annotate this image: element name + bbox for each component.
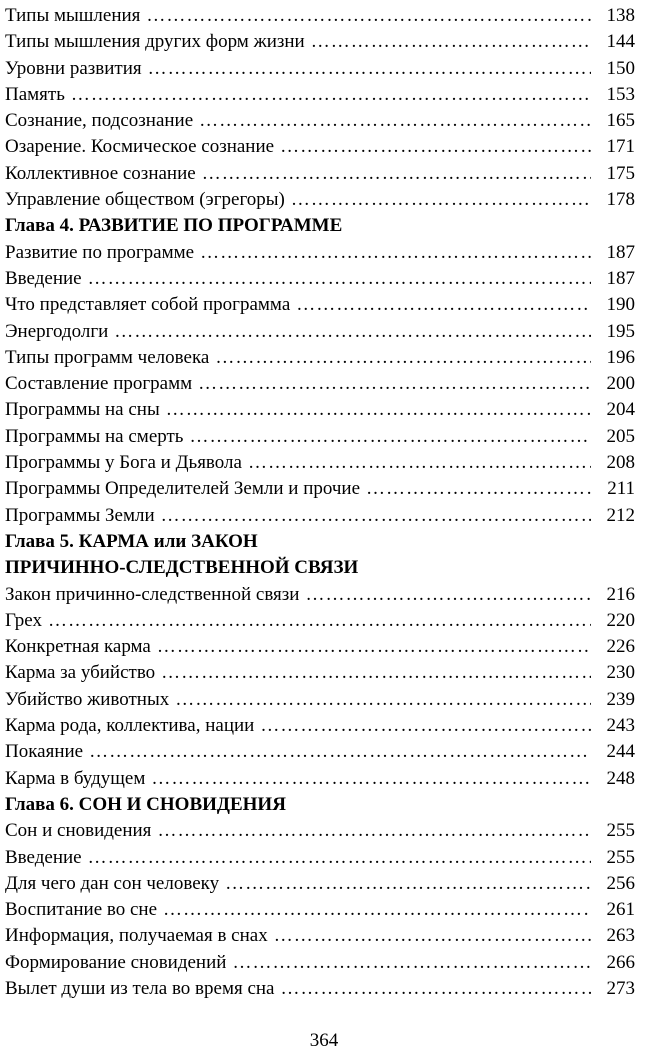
entry-page-number: 200 — [606, 373, 635, 395]
toc-entry — [5, 950, 635, 976]
toc-entry — [5, 397, 635, 423]
toc-entry — [5, 292, 635, 318]
dot-leader — [160, 397, 591, 423]
entry-page-number: 226 — [606, 636, 635, 658]
toc-entry — [5, 634, 635, 660]
entry-title: Программы Определителей Земли и прочие — [5, 478, 361, 500]
entry-title: Введение — [5, 267, 82, 289]
entry-title: Для чего дан сон человеку — [5, 872, 220, 894]
entry-title: Вылет души из тела во время сна — [5, 977, 275, 999]
dot-leader — [157, 897, 591, 923]
entry-title: Составление программ — [5, 373, 193, 395]
entry-title: Введение — [5, 846, 82, 868]
entry-title: Типы программ человека — [5, 346, 210, 368]
entry-page-number: 190 — [606, 294, 635, 316]
entry-title: Что представляет собой программа — [5, 294, 291, 316]
entry-page-number: 261 — [606, 899, 635, 921]
toc-entry — [5, 345, 635, 371]
toc-entry — [5, 976, 635, 1002]
entry-page-number: 196 — [606, 346, 635, 368]
dot-leader — [142, 56, 591, 82]
entry-title: Озарение. Космическое сознание — [5, 136, 275, 158]
entry-page-number: 216 — [606, 583, 635, 605]
entry-title: Воспитание во сне — [5, 899, 158, 921]
chapter-heading: Глава 5. КАРМА или ЗАКОН — [5, 530, 258, 552]
dot-leader — [140, 3, 591, 29]
entry-page-number: 255 — [606, 846, 635, 868]
dot-leader — [82, 266, 591, 292]
toc-entry — [5, 923, 635, 949]
table-of-contents — [5, 3, 635, 1002]
dot-leader — [254, 713, 591, 739]
entry-title: Карма за убийство — [5, 662, 156, 684]
entry-page-number: 205 — [606, 425, 635, 447]
entry-title: Грех — [5, 609, 42, 631]
dot-leader — [151, 818, 591, 844]
dot-leader — [209, 345, 591, 371]
entry-title: Уровни развития — [5, 57, 142, 79]
entry-title: Информация, получаемая в снах — [5, 925, 268, 947]
entry-title: Программы на смерть — [5, 425, 184, 447]
dot-leader — [183, 424, 591, 450]
dot-leader — [193, 108, 591, 134]
entry-page-number: 255 — [606, 820, 635, 842]
dot-leader — [285, 187, 591, 213]
toc-entry — [5, 660, 635, 686]
dot-leader — [268, 923, 591, 949]
dot-leader — [274, 134, 591, 160]
dot-leader — [360, 476, 591, 502]
entry-page-number: 248 — [606, 767, 635, 789]
entry-page-number: 187 — [606, 241, 635, 263]
toc-entry — [5, 108, 635, 134]
toc-entry — [5, 608, 635, 634]
page-number: 364 — [309, 1030, 339, 1051]
entry-page-number: 195 — [606, 320, 635, 342]
entry-page-number: 187 — [606, 267, 635, 289]
entry-page-number: 212 — [606, 504, 635, 526]
dot-leader — [83, 739, 591, 765]
dot-leader — [82, 845, 591, 871]
toc-entry — [5, 713, 635, 739]
dot-leader — [299, 582, 591, 608]
toc-entry — [5, 82, 635, 108]
entry-title: Управление обществом (эгрегоры) — [5, 189, 285, 211]
toc-entry — [5, 476, 635, 502]
dot-leader — [145, 766, 591, 792]
toc-entry — [5, 871, 635, 897]
dot-leader — [192, 371, 591, 397]
entry-page-number: 178 — [606, 189, 635, 211]
toc-entry — [5, 739, 635, 765]
dot-leader — [65, 82, 591, 108]
toc-entry — [5, 161, 635, 187]
entry-page-number: 175 — [606, 162, 635, 184]
entry-page-number: 144 — [606, 31, 635, 53]
toc-entry — [5, 450, 635, 476]
entry-title: Развитие по программе — [5, 241, 195, 263]
entry-title: Конкретная карма — [5, 636, 151, 658]
entry-title: Убийство животных — [5, 688, 170, 710]
entry-page-number: 208 — [606, 452, 635, 474]
dot-leader — [196, 161, 591, 187]
entry-page-number: 244 — [606, 741, 635, 763]
dot-leader — [242, 450, 591, 476]
entry-title: Коллективное сознание — [5, 162, 196, 184]
toc-entry — [5, 582, 635, 608]
entry-title: Программы у Бога и Дьявола — [5, 452, 242, 474]
entry-page-number: 263 — [606, 925, 635, 947]
dot-leader — [290, 292, 591, 318]
entry-page-number: 243 — [606, 715, 635, 737]
toc-entry — [5, 3, 635, 29]
entry-title: Сознание, подсознание — [5, 110, 194, 132]
toc-entry — [5, 818, 635, 844]
dot-leader — [108, 319, 591, 345]
entry-title: Типы мышления других форм жизни — [5, 31, 305, 53]
dot-leader — [169, 687, 591, 713]
entry-title: Программы на сны — [5, 399, 160, 421]
entry-title: Энергодолги — [5, 320, 109, 342]
entry-page-number: 153 — [606, 83, 635, 105]
entry-page-number: 266 — [606, 951, 635, 973]
entry-page-number: 220 — [606, 609, 635, 631]
entry-title: Память — [5, 83, 65, 105]
entry-page-number: 273 — [606, 977, 635, 999]
entry-page-number: 230 — [606, 662, 635, 684]
entry-page-number: 165 — [606, 110, 635, 132]
dot-leader — [155, 503, 591, 529]
entry-title: Карма рода, коллектива, нации — [5, 715, 255, 737]
toc-entry — [5, 503, 635, 529]
entry-title: Карма в будущем — [5, 767, 146, 789]
toc-entry — [5, 424, 635, 450]
toc-entry — [5, 897, 635, 923]
dot-leader — [226, 950, 591, 976]
toc-entry — [5, 29, 635, 55]
entry-title: Формирование сновидений — [5, 951, 227, 973]
chapter-heading: Глава 4. РАЗВИТИЕ ПО ПРОГРАММЕ — [5, 215, 343, 237]
chapter-heading: Глава 6. СОН И СНОВИДЕНИЯ — [5, 793, 286, 815]
entry-title: Типы мышления — [5, 5, 141, 26]
entry-page-number: 171 — [606, 136, 635, 158]
toc-entry — [5, 687, 635, 713]
toc-entry — [5, 56, 635, 82]
entry-title: Сон и сновидения — [5, 820, 152, 842]
chapter-heading: ПРИЧИННО-СЛЕДСТВЕННОЙ СВЯЗИ — [5, 557, 359, 579]
entry-page-number: 256 — [606, 872, 635, 894]
entry-page-number: 138 — [606, 5, 635, 26]
toc-entry — [5, 319, 635, 345]
toc-entry — [5, 371, 635, 397]
dot-leader — [151, 634, 591, 660]
entry-title: Закон причинно-следственной связи — [5, 583, 300, 605]
toc-entry — [5, 845, 635, 871]
toc-entry — [5, 266, 635, 292]
toc-entry — [5, 134, 635, 160]
entry-page-number: 204 — [606, 399, 635, 421]
entry-page-number: 150 — [606, 57, 635, 79]
dot-leader — [155, 660, 591, 686]
entry-page-number: 211 — [607, 478, 635, 500]
toc-entry — [5, 766, 635, 792]
dot-leader — [219, 871, 591, 897]
dot-leader — [305, 29, 591, 55]
entry-page-number: 239 — [606, 688, 635, 710]
toc-entry — [5, 240, 635, 266]
dot-leader — [42, 608, 591, 634]
entry-title: Программы Земли — [5, 504, 155, 526]
toc-entry — [5, 187, 635, 213]
entry-title: Покаяние — [5, 741, 84, 763]
dot-leader — [194, 240, 591, 266]
dot-leader — [275, 976, 592, 1002]
